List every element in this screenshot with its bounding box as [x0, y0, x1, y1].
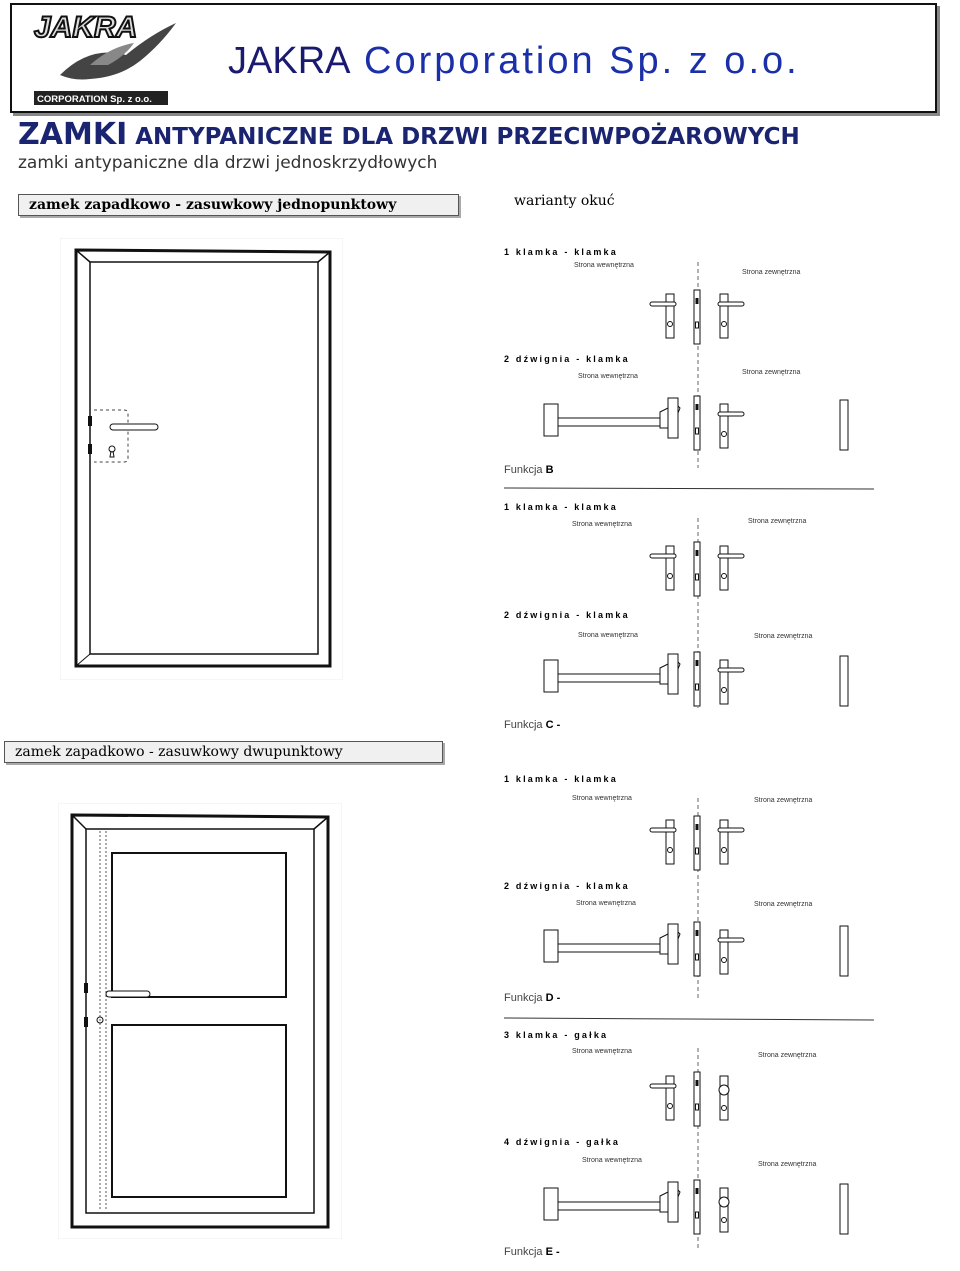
- variant-b-option-1: 1 klamka - klamka: [504, 247, 618, 257]
- variants-heading: warianty okuć: [514, 193, 615, 209]
- two-point-door-drawing: [58, 803, 342, 1239]
- page-subtitle: zamki antypaniczne dla drzwi jednoskrzydłowych: [18, 153, 438, 173]
- door-handle-icon: [110, 424, 158, 430]
- jakra-logo: [30, 5, 178, 107]
- hardware-variants-panel: [498, 238, 878, 1268]
- variant-d-option-1: 1 klamka - klamka: [504, 774, 618, 784]
- inside-label: Strona wewnętrzna: [582, 1157, 642, 1164]
- two-point-lock-label: zamek zapadkowo - zasuwkowy dwupunktowy: [4, 741, 443, 763]
- inside-label: Strona wewnętrzna: [576, 900, 636, 907]
- outside-label: Strona zewnętrzna: [742, 269, 801, 276]
- company-name: [228, 40, 800, 83]
- single-point-door-drawing: [60, 238, 343, 680]
- variant-e-option-4: 4 dźwignia - gałka: [504, 1137, 621, 1147]
- function-c-label: Funkcja C -: [504, 719, 561, 731]
- outside-label: Strona zewnętrzna: [754, 633, 813, 640]
- variant-c-option-1: 1 klamka - klamka: [504, 502, 618, 512]
- outside-label: Strona zewnętrzna: [742, 369, 801, 376]
- function-d-label: Funkcja D -: [504, 992, 561, 1004]
- page-title: [18, 117, 800, 152]
- inside-label: Strona wewnętrzna: [578, 373, 638, 380]
- page-title-main: ZAMKI: [18, 117, 128, 152]
- outside-label: Strona zewnętrzna: [758, 1161, 817, 1168]
- outside-label: Strona zewnętrzna: [754, 797, 813, 804]
- outside-label: Strona zewnętrzna: [758, 1052, 817, 1059]
- logo-subtext: CORPORATION Sp. z o.o.: [37, 94, 152, 105]
- company-name-rest: Corporation Sp. z o.o.: [350, 40, 800, 82]
- single-point-lock-label: zamek zapadkowo - zasuwkowy jednopunktowy: [18, 194, 459, 216]
- inside-label: Strona wewnętrzna: [572, 1048, 632, 1055]
- outside-label: Strona zewnętrzna: [748, 518, 807, 525]
- variant-b-option-2: 2 dźwignia - klamka: [504, 354, 630, 364]
- inside-label: Strona wewnętrzna: [572, 795, 632, 802]
- variant-c-option-2: 2 dźwignia - klamka: [504, 610, 630, 620]
- function-e-label: Funkcja E -: [504, 1246, 560, 1258]
- inside-label: Strona wewnętrzna: [574, 262, 634, 269]
- inside-label: Strona wewnętrzna: [578, 632, 638, 639]
- company-name-main: JAKRA: [228, 40, 351, 82]
- outside-label: Strona zewnętrzna: [754, 901, 813, 908]
- page-title-rest: ANTYPANICZNE DLA DRZWI PRZECIWPOŻAROWYCH: [127, 124, 800, 150]
- variant-d-option-2: 2 dźwignia - klamka: [504, 881, 630, 891]
- function-b-label: Funkcja B: [504, 464, 554, 476]
- inside-label: Strona wewnętrzna: [572, 521, 632, 528]
- door-handle-icon: [106, 991, 150, 997]
- variant-e-option-3: 3 klamka - gałka: [504, 1030, 609, 1040]
- logo-wordmark: JAKRA: [34, 11, 138, 44]
